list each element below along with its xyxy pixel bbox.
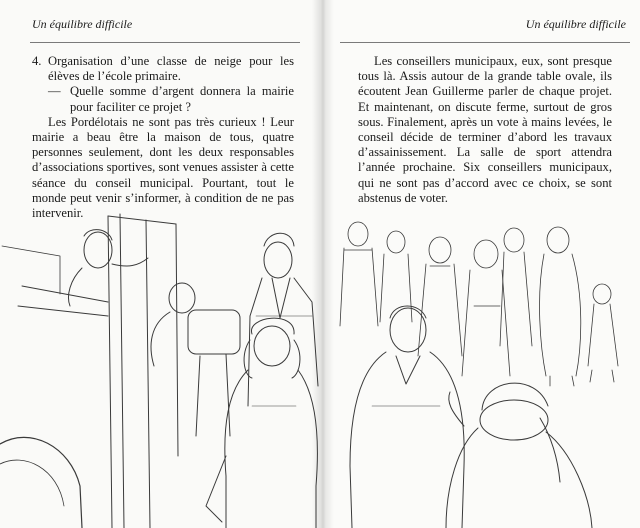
- list-item: [32, 54, 294, 84]
- question-item: [48, 84, 294, 114]
- right-running-head: Un équilibre difficile: [525, 17, 626, 31]
- question-dash: —: [48, 84, 61, 99]
- right-paragraph: Les conseillers municipaux, eux, sont presque tous là. Assis autour de la grande table ovale, ils écoutent Jean Guillerme parler de chaque projet. Et maintenant, on discute ferme, surtout de gros sous. Finalement, après un vote à mains levées, le conseil décide de terminer d’abord les travaux d’assainissement. La salle de sport attendra l’année prochaine. Six conseillers municipaux, qui ne sont pas d’accord avec ce choix, se sont abstenus de voter.: [358, 54, 612, 205]
- left-running-head: Un équilibre difficile: [32, 17, 133, 31]
- left-paragraph: Les Pordélotais ne sont pas très curieux ! Leur mairie a beau être la maison de tous, quatre personnes seulement, dont les deux responsables d’associations sportives, sont venues assister à cette séance du conseil municipal. Pourtant, tout le monde peut venir s’informer, à condition de ne pas intervenir.: [32, 114, 294, 221]
- child-with-backpack-sketch: [151, 283, 240, 436]
- left-header-rule: [30, 42, 300, 43]
- left-text-block: [32, 54, 294, 221]
- item-text: Organisation d’une classe de neige pour les élèves de l’école primaire.: [48, 54, 294, 84]
- item-number: 4.: [32, 54, 42, 68]
- young-man-sketch: [350, 306, 464, 528]
- question-text: Quelle somme d’argent donnera la mairie pour faciliter ce projet ?: [70, 84, 294, 114]
- right-text-block: [358, 54, 612, 206]
- girl-with-pigtails-sketch: [206, 318, 317, 528]
- girl-in-beanie-sketch: [446, 383, 592, 528]
- doorway-sketch: [0, 214, 178, 528]
- right-header-rule: [340, 42, 630, 43]
- town-hall-crowd-drawing: [0, 206, 640, 528]
- background-crowd-sketch: [340, 222, 618, 386]
- pencil-illustration: [0, 206, 640, 528]
